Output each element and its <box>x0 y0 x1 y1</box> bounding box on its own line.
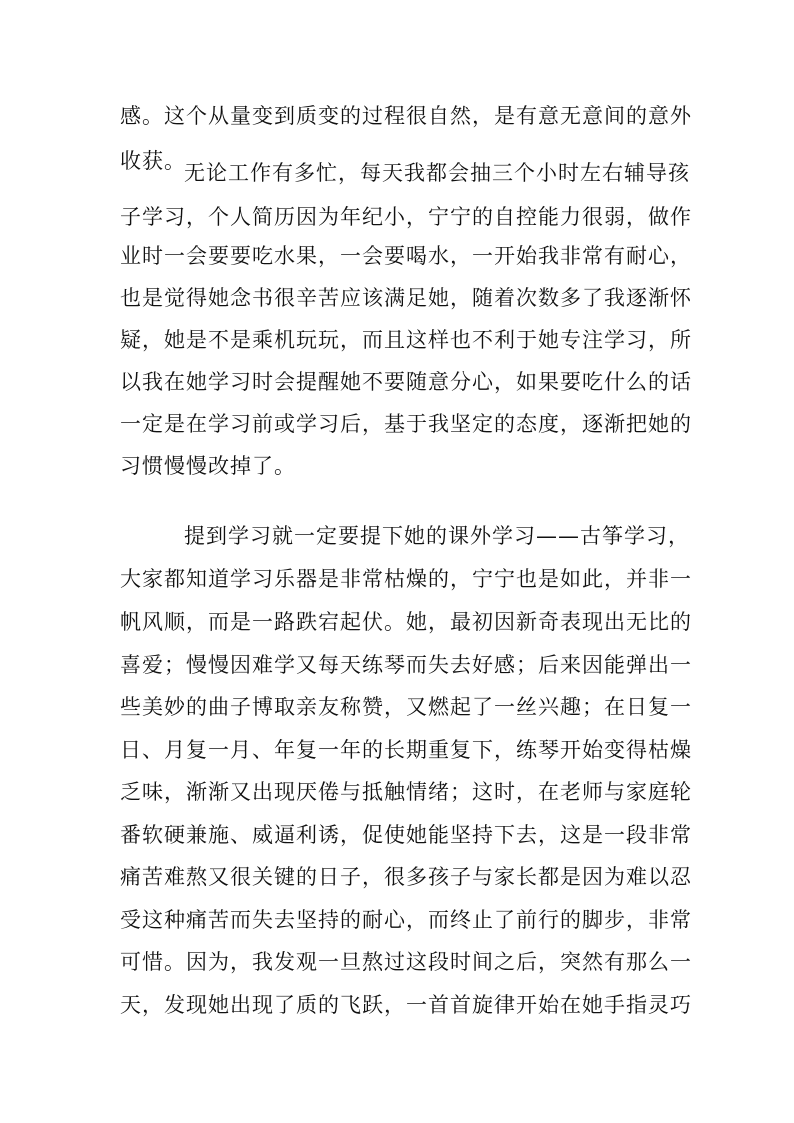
text-line: 喜爱；慢慢因难学又每天练琴而失去好感；后来因能弹出一 <box>120 653 692 677</box>
text-line: 收获。 <box>120 149 186 173</box>
text-line: 疑，她是不是乘机玩玩，而且这样也不利于她专注学习，所 <box>120 328 692 352</box>
text-line: 受这种痛苦而失去坚持的耐心，而终止了前行的脚步，非常 <box>120 908 692 932</box>
text-line: 日、月复一月、年复一年的长期重复下，练琴开始变得枯燥 <box>120 738 692 762</box>
text-line: 以我在她学习时会提醒她不要随意分心，如果要吃什么的话 <box>120 370 692 394</box>
text-line: 感。这个从量变到质变的过程很自然，是有意无意间的意外 <box>120 104 692 128</box>
text-line: 乏味，渐渐又出现厌倦与抵触情绪；这时，在老师与家庭轮 <box>120 780 692 804</box>
text-line: 痛苦难熬又很关键的日子，很多孩子与家长都是因为难以忍 <box>120 865 692 889</box>
text-line: 可惜。因为，我发观一旦熬过这段时间之后，突然有那么一 <box>120 950 692 974</box>
text-line: 帆风顺，而是一路跌宕起伏。她，最初因新奇表现出无比的 <box>120 610 692 634</box>
text-line: 一定是在学习前或学习后，基于我坚定的态度，逐渐把她的 <box>120 412 692 436</box>
text-line: 子学习，个人简历因为年纪小，宁宁的自控能力很弱，做作 <box>120 205 692 229</box>
text-line: 提到学习就一定要提下她的课外学习——古筝学习， <box>184 524 690 548</box>
text-line: 天，发现她出现了质的飞跃，一首首旋律开始在她手指灵巧 <box>120 993 692 1017</box>
text-line: 无论工作有多忙，每天我都会抽三个小时左右辅导孩 <box>184 161 690 185</box>
text-line: 番软硬兼施、威逼利诱，促使她能坚持下去，这是一段非常 <box>120 823 692 847</box>
text-line: 些美妙的曲子博取亲友称赞，又燃起了一丝兴趣；在日复一 <box>120 695 692 719</box>
text-line: 业时一会要要吃水果，一会要喝水，一开始我非常有耐心， <box>120 244 692 268</box>
text-line: 大家都知道学习乐器是非常枯燥的，宁宁也是如此，并非一 <box>120 567 692 591</box>
text-line: 习惯慢慢改掉了。 <box>120 454 296 478</box>
text-line: 也是觉得她念书很辛苦应该满足她，随着次数多了我逐渐怀 <box>120 286 692 310</box>
